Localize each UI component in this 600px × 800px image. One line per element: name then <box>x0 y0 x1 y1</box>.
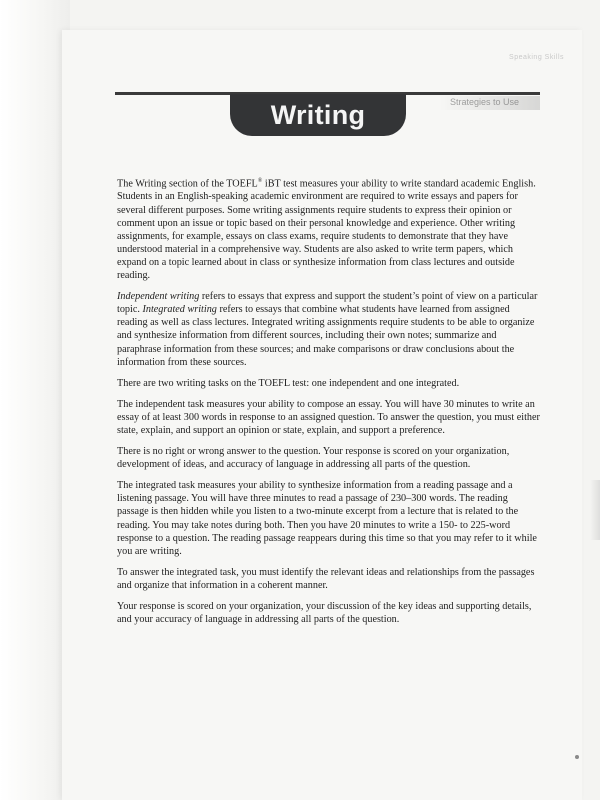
term-integrated-writing: Integrated writing <box>142 304 217 316</box>
paragraph-integrated-task: The integrated task measures your ability to synthesize information from a reading passage and a listening passage. You will have three minutes to read a passage of 230–300 words. The reading passage is then hidden while you listen to a two-minute excerpt from a lecture that is related to the reading. You may take notes during both. Then you have 20 minutes to write a 150- to 225-word response to a question. The reading passage reappears during this time so that you may refer to it while you are writing. <box>117 480 537 557</box>
registered-mark: ® <box>257 178 263 184</box>
paragraph-scoring-integrated: Your response is scored on your organization, your discussion of the key ideas and supporting details, and your accuracy of language in addressing all parts of the question. <box>117 601 532 626</box>
definition-integrated: refers to essays that combine what students have learned from assigned reading as well as class lectures. Integrated writing assignments require students to be able to organize and synthesize information from different sources, including their own notes; summarize and paraphrase information from these sources; and make comparisons or draw conclusions about the information from these sources. <box>117 304 535 368</box>
definitions-paragraph <box>117 290 542 369</box>
intro-paragraph <box>117 175 542 282</box>
intro-text-start: The Writing section of the TOEFL <box>117 178 258 190</box>
section-body <box>117 175 542 634</box>
show-through-tab <box>440 96 540 110</box>
term-independent-writing: Independent writing <box>117 291 200 303</box>
paragraph-independent-task: The independent task measures your ability to compose an essay. You will have 30 minutes to write an essay of at least 300 words in response to an assigned question. To answer the question, you must either state, explain, and support an opinion or state, explain, and support a preference. <box>117 398 540 436</box>
definition-independent: refers to essays that express and support the student’s point of view on a particular topic. <box>117 291 538 316</box>
paragraph-scoring-independent: There is no right or wrong answer to the question. Your response is scored on your organization, development of ideas, and accuracy of language in addressing all parts of the question. <box>117 446 510 471</box>
page-gutter <box>0 0 70 800</box>
page-speck <box>575 755 579 759</box>
paragraph-two-tasks: There are two writing tasks on the TOEFL test: one independent and one integrated. <box>117 377 460 389</box>
intro-text-rest: iBT test measures your ability to write standard academic English. Students in an English-speaking academic environment are required to write essays and papers for several different purposes. Some writing assignments require students to express their opinion or comment upon an issue or topic based on their personal knowledge and experience. Other writing assignments, for example, essays on class exams, require students to demonstrate that they have understood material in a comprehensive way. Students are also asked to write term papers, which expand on a topic learned about in class or synthesize information from class lectures and outside reading. <box>117 178 536 282</box>
section-header-tab <box>230 94 406 136</box>
page-edge-smudge <box>590 480 600 540</box>
section-title: Writing <box>270 99 366 130</box>
paragraph-answer-integrated: To answer the integrated task, you must identify the relevant ideas and relationships from the passages and organize that information in a coherent manner. <box>117 566 535 591</box>
show-through-text: Strategies to Use <box>450 97 520 107</box>
running-head: Speaking Skills <box>509 54 564 61</box>
